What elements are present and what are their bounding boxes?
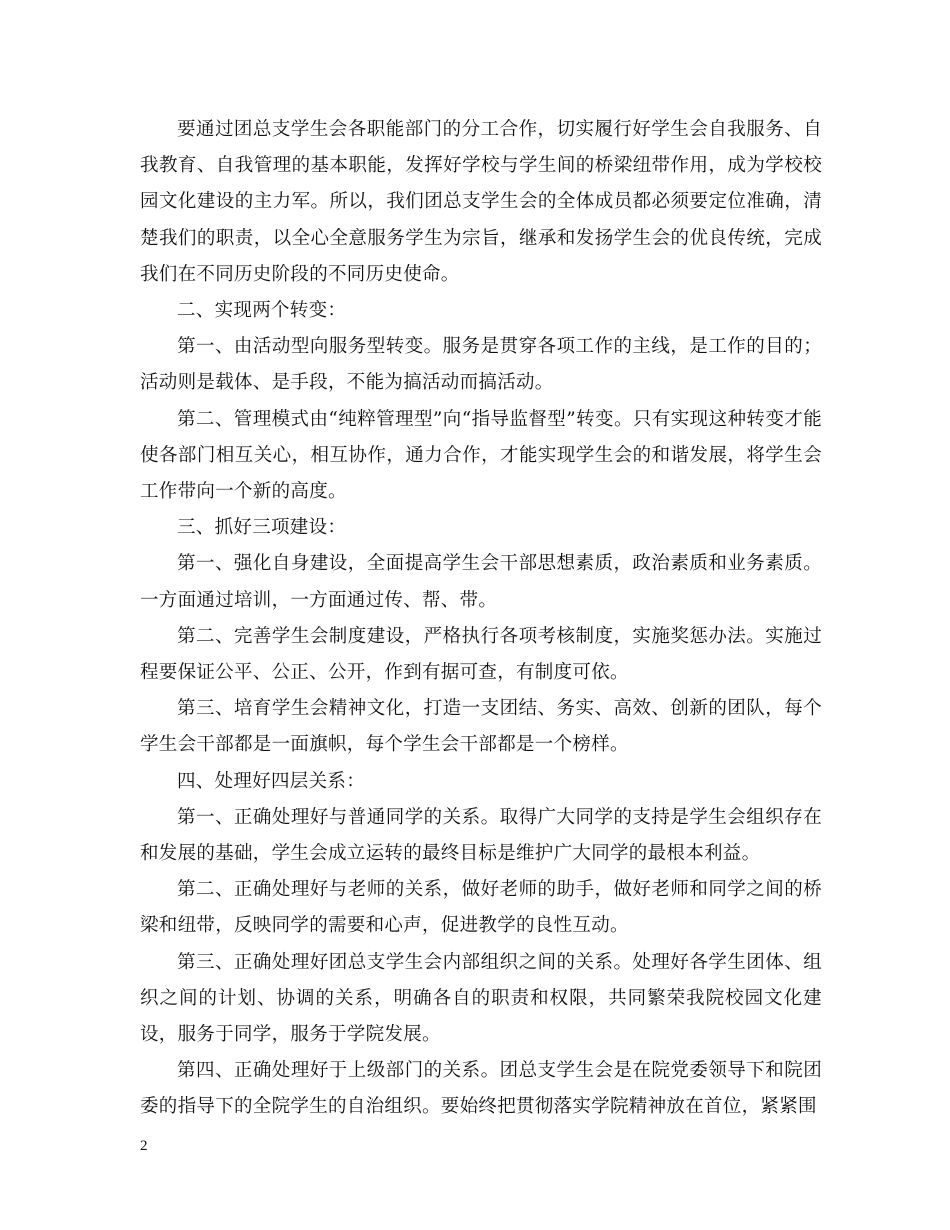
paragraph-construction-3: 第三、培育学生会精神文化，打造一支团结、务实、高效、创新的团队，每个学生会干部都是一面旗帜，每个学生会干部都是一个榜样。	[140, 698, 822, 756]
page-number: 2	[140, 1138, 148, 1154]
section-heading-three-constructions: 三、抓好三项建设：	[177, 517, 347, 539]
document-body	[140, 112, 822, 1126]
paragraph-intro: 要通过团总支学生会各职能部门的分工合作，切实履行好学生会自我服务、自我教育、自我管理的基本职能，发挥好学校与学生间的桥梁纽带作用，成为学校校园文化建设的主力军。所以，我们团总支学生会的全体成员都必须要定位准确，清楚我们的职责，以全心全意服务学生为宗旨，继承和发扬学生会的优良传统，完成我们在不同历史阶段的不同历史使命。	[140, 119, 822, 285]
section-heading-two-transformations: 二、实现两个转变：	[177, 300, 347, 322]
paragraph-relationship-1: 第一、正确处理好与普通同学的关系。取得广大同学的支持是学生会组织存在和发展的基础，学生会成立运转的最终目标是维护广大同学的最根本利益。	[140, 806, 822, 865]
section-heading-four-relationships: 四、处理好四层关系：	[177, 770, 366, 792]
paragraph-construction-2: 第二、完善学生会制度建设，严格执行各项考核制度，实施奖惩办法。实施过程要保证公平、公正、公开，作到有据可查，有制度可依。	[140, 625, 822, 684]
paragraph-transformation-1: 第一、由活动型向服务型转变。服务是贯穿各项工作的主线，是工作的目的；活动则是载体、是手段，不能为搞活动而搞活动。	[140, 336, 822, 394]
paragraph-construction-1: 第一、强化自身建设，全面提高学生会干部思想素质，政治素质和业务素质。一方面通过培训，一方面通过传、帮、带。	[140, 553, 822, 611]
paragraph-relationship-2: 第二、正确处理好与老师的关系，做好老师的助手，做好老师和同学之间的桥梁和纽带，反映同学的需要和心声，促进教学的良性互动。	[140, 879, 822, 937]
paragraph-transformation-2: 第二、管理模式由“纯粹管理型”向“指导监督型”转变。只有实现这种转变才能使各部门相互关心，相互协作，通力合作，才能实现学生会的和谐发展，将学生会工作带向一个新的高度。	[140, 408, 822, 503]
paragraph-relationship-4: 第四、正确处理好于上级部门的关系。团总支学生会是在院党委领导下和院团委的指导下的全院学生的自治组织。要始终把贯彻落实学院精神放在首位，紧紧围	[140, 1060, 822, 1118]
paragraph-relationship-3: 第三、正确处理好团总支学生会内部组织之间的关系。处理好各学生团体、组织之间的计划、协调的关系，明确各自的职责和权限，共同繁荣我院校园文化建设，服务于同学，服务于学院发展。	[140, 951, 822, 1046]
